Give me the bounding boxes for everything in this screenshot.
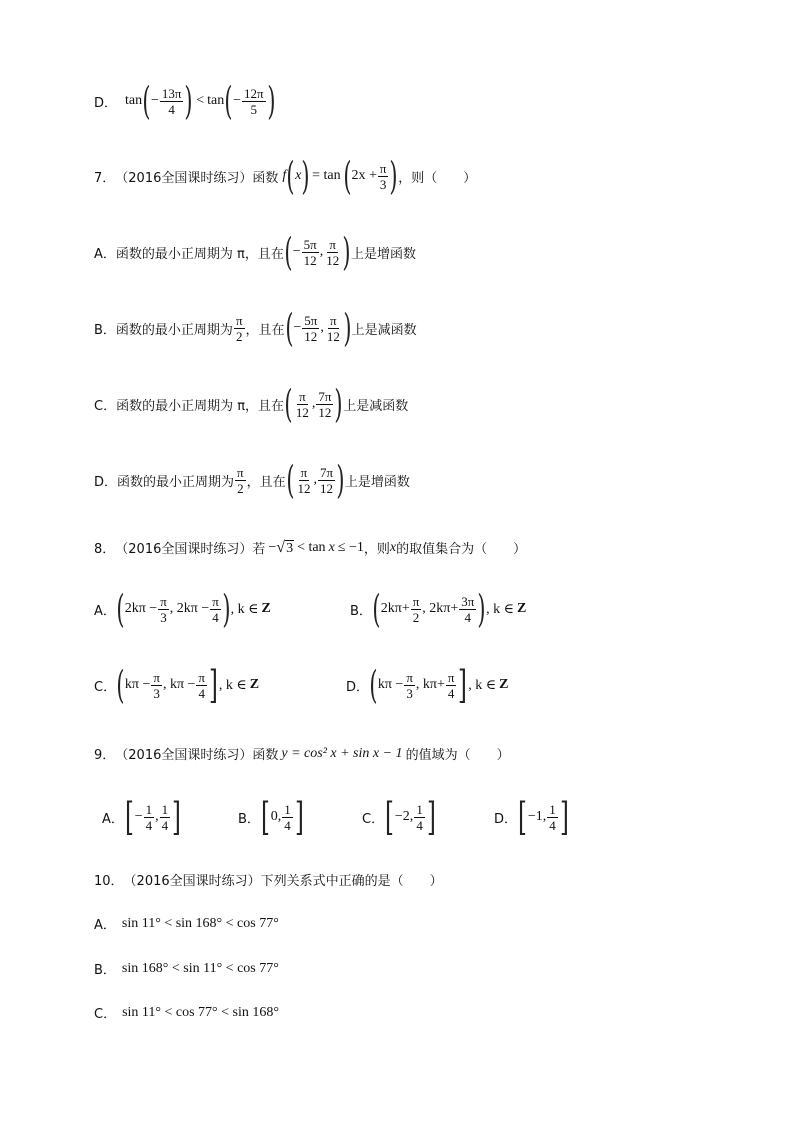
integer-set: Z — [517, 601, 527, 616]
numerator: π — [237, 464, 244, 480]
math-expr: sin 11° < sin 168° < cos 77° — [121, 915, 279, 931]
fraction — [242, 86, 266, 117]
fraction — [282, 802, 293, 833]
option-text: ，且在 — [246, 474, 286, 490]
numerator: 1 — [161, 801, 169, 817]
equals-tan: = tan — [312, 168, 341, 183]
math-expr: ≤ −1 — [337, 539, 364, 555]
fraction — [324, 237, 341, 268]
denominator: 12 — [319, 480, 333, 496]
math-expr: , k ∈ — [486, 601, 515, 617]
numerator: π — [330, 312, 337, 328]
q10-stem — [94, 870, 443, 889]
option-label: C． — [94, 679, 117, 695]
math-expr: 0, — [270, 809, 282, 824]
arg-expr: 2x + — [351, 168, 377, 183]
numerator: π — [235, 312, 243, 328]
denominator: 12 — [303, 252, 317, 268]
denominator: 3 — [406, 685, 413, 701]
fraction — [160, 802, 171, 833]
question-number: 10． — [94, 874, 124, 889]
math-func: tan — [125, 93, 143, 108]
denominator: 3 — [160, 609, 167, 625]
q6-option-d — [94, 79, 276, 123]
denominator: 4 — [447, 685, 455, 701]
question-source: （2016全国课时练习）下列关系式中正确的是（ ） — [123, 874, 443, 889]
q10-option-a — [94, 914, 279, 933]
numerator: 3π — [461, 593, 475, 609]
option-label: C． — [94, 1007, 117, 1022]
paren-right: ) — [389, 154, 398, 198]
q8-option-c — [94, 663, 260, 707]
radical-sign: √ — [276, 538, 286, 556]
denominator: 12 — [304, 328, 318, 344]
paren-left: ( — [142, 79, 151, 123]
fraction — [547, 802, 558, 833]
numerator: 13π — [161, 85, 182, 101]
radicand: 3 — [286, 540, 294, 556]
integer-set: Z — [499, 677, 509, 692]
numerator: 5π — [303, 236, 317, 252]
denominator: 2 — [412, 609, 420, 625]
fraction — [378, 161, 389, 192]
paren-right: ) — [336, 458, 345, 502]
paren-left: ( — [284, 230, 293, 274]
option-text: 函数的最小正周期为 π，且在 — [116, 398, 285, 414]
option-label: B． — [238, 811, 260, 827]
denominator: 4 — [145, 817, 153, 833]
bracket-left: [ — [385, 795, 394, 839]
question-number: 8． — [94, 542, 116, 557]
denominator: 4 — [464, 609, 472, 625]
fraction — [151, 670, 162, 701]
math-expr: , k ∈ — [230, 601, 259, 617]
denominator: 12 — [326, 328, 340, 344]
q8-option-d — [346, 663, 509, 707]
bracket-left: [ — [517, 795, 527, 839]
minus-sign: − — [150, 93, 159, 108]
bracket-left: [ — [124, 795, 134, 839]
denominator: 4 — [198, 685, 205, 701]
paren-left: ( — [342, 154, 352, 198]
question-text: ，则 — [363, 542, 390, 557]
fraction — [446, 670, 457, 701]
var-x: x — [295, 168, 302, 183]
integer-set: Z — [249, 677, 260, 692]
denominator: 2 — [235, 328, 243, 344]
bracket-right: ] — [172, 795, 182, 839]
fraction — [196, 670, 207, 701]
numerator: 1 — [284, 801, 291, 817]
paren-right: ) — [334, 382, 343, 426]
fraction — [295, 465, 312, 496]
minus-sign: − — [292, 244, 301, 259]
option-label: D． — [494, 811, 518, 827]
option-tail: 上是增函数 — [351, 246, 417, 262]
bracket-right: ] — [294, 795, 304, 839]
bracket-right: ] — [426, 795, 436, 839]
fraction — [318, 465, 335, 496]
paren-right: ) — [266, 79, 276, 123]
math-expr: 2kπ − — [124, 601, 158, 616]
math-expr: y = cos² x + sin x − 1 — [281, 745, 403, 761]
paren-left: ( — [116, 663, 125, 707]
denominator: 12 — [318, 404, 332, 420]
paren-right: ) — [184, 79, 193, 123]
paren-right: ) — [222, 587, 231, 631]
q7-option-d — [94, 458, 410, 502]
paren-right: ) — [342, 230, 351, 274]
q10-option-b — [94, 959, 279, 978]
question-source: （2016全国课时练习）函数 — [115, 748, 279, 763]
numerator: π — [299, 388, 306, 404]
denominator: 4 — [416, 817, 423, 833]
fraction — [294, 389, 311, 420]
less-than: < — [196, 93, 205, 108]
paren-left: ( — [285, 458, 295, 502]
option-text: 函数的最小正周期为 — [117, 474, 235, 490]
minus-sign: − — [293, 320, 302, 335]
option-label: B． — [94, 963, 116, 978]
comma: , — [320, 320, 324, 335]
paren-left: ( — [286, 154, 295, 198]
denominator: 12 — [326, 252, 340, 268]
option-label: B． — [94, 322, 116, 338]
math-expr: , k ∈ — [218, 677, 247, 693]
fraction — [160, 86, 184, 117]
fraction — [144, 802, 155, 833]
numerator: π — [379, 160, 387, 176]
numerator: 1 — [416, 801, 423, 817]
option-text: 函数的最小正周期为 — [115, 322, 233, 338]
math-expr: , kπ+ — [415, 677, 445, 692]
fraction — [411, 594, 422, 625]
paren-left: ( — [372, 587, 381, 631]
math-expr: kπ − — [377, 677, 404, 692]
option-tail: 上是减函数 — [351, 322, 417, 338]
var-x: x — [328, 539, 335, 555]
option-label: B． — [350, 603, 372, 619]
denominator: 4 — [284, 817, 291, 833]
bracket-right: ] — [559, 795, 569, 839]
fraction — [316, 389, 333, 420]
fraction — [302, 313, 319, 344]
fraction — [459, 594, 476, 625]
math-func: tan — [207, 93, 225, 108]
question-tail: 的取值集合为（ ） — [396, 542, 527, 557]
numerator: π — [300, 464, 308, 480]
q9-option-c — [362, 795, 437, 839]
math-expr: < tan — [297, 539, 326, 555]
q9-option-d — [494, 795, 570, 839]
option-tail: 上是增函数 — [344, 474, 410, 490]
denominator: 4 — [212, 609, 219, 625]
comma: , — [313, 472, 317, 487]
fraction — [302, 237, 319, 268]
numerator: π — [406, 669, 413, 685]
numerator: 7π — [319, 464, 334, 480]
square-root — [276, 539, 294, 557]
question-tail: ，则（ ） — [398, 170, 477, 186]
denominator: 2 — [237, 480, 244, 496]
math-expr: −1, — [527, 809, 547, 824]
denominator: 4 — [168, 101, 175, 117]
bracket-left: [ — [260, 795, 270, 839]
minus-sign: − — [134, 809, 143, 824]
minus-sign: − — [233, 93, 242, 108]
q9-option-a — [102, 795, 182, 839]
math-expr: , 2kπ+ — [422, 601, 459, 616]
paren-left: ( — [369, 663, 378, 707]
paren-right: ) — [343, 306, 352, 350]
numerator: π — [212, 593, 219, 609]
paren-right: ) — [477, 587, 486, 631]
denominator: 12 — [297, 480, 311, 496]
denominator: 3 — [153, 685, 160, 701]
option-label: A． — [94, 918, 116, 933]
minus-sign: − — [268, 539, 277, 555]
option-label: C． — [94, 398, 117, 414]
math-expr: sin 168° < sin 11° < cos 77° — [121, 960, 279, 976]
fraction — [234, 313, 245, 344]
q8-option-b — [350, 587, 527, 631]
denominator: 4 — [161, 817, 169, 833]
option-label: A． — [102, 811, 124, 827]
q7-stem — [94, 154, 477, 198]
func-name: f — [282, 168, 287, 183]
numerator: π — [153, 669, 160, 685]
denominator: 3 — [379, 176, 387, 192]
option-label: A． — [94, 603, 116, 619]
math-expr: kπ − — [124, 677, 151, 692]
comma: , — [319, 244, 324, 259]
numerator: 12π — [244, 85, 264, 101]
option-label: C． — [362, 811, 385, 827]
question-source: （2016全国课时练习）函数 — [115, 170, 279, 186]
numerator: 5π — [304, 312, 318, 328]
numerator: 7π — [318, 388, 332, 404]
question-tail: 的值域为（ ） — [405, 748, 510, 763]
paren-left: ( — [116, 587, 125, 631]
fraction — [210, 594, 221, 625]
option-label: D． — [346, 679, 370, 695]
q7-option-c — [94, 382, 409, 426]
option-label: A． — [94, 246, 116, 262]
option-label: D． — [94, 95, 118, 111]
question-source: （2016全国课时练习）若 — [115, 542, 266, 557]
option-text: ，且在 — [245, 322, 285, 338]
q7-option-a — [94, 230, 417, 274]
q8-stem — [94, 538, 526, 557]
math-expr: sin 11° < cos 77° < sin 168° — [122, 1004, 279, 1020]
denominator: 4 — [549, 817, 556, 833]
q10-option-c — [94, 1003, 279, 1022]
math-expr: 2kπ+ — [380, 601, 410, 616]
math-expr: , 2kπ − — [169, 601, 210, 616]
q7-option-b — [94, 306, 417, 350]
numerator: π — [198, 669, 205, 685]
math-expr: , k ∈ — [468, 677, 497, 693]
fraction — [325, 313, 342, 344]
bracket-right: ] — [208, 663, 218, 707]
option-tail: 上是减函数 — [343, 398, 409, 414]
math-expr: , kπ − — [162, 677, 196, 692]
fraction — [158, 594, 169, 625]
denominator: 5 — [250, 101, 258, 117]
option-label: D． — [94, 474, 118, 490]
comma: , — [155, 809, 159, 824]
paren-left: ( — [284, 306, 294, 350]
paren-left: ( — [224, 79, 233, 123]
question-number: 7． — [94, 170, 116, 186]
q9-stem — [94, 744, 510, 763]
integer-set: Z — [261, 601, 271, 616]
q9-option-b — [238, 795, 305, 839]
numerator: 1 — [145, 801, 153, 817]
numerator: π — [160, 593, 167, 609]
fraction — [404, 670, 415, 701]
q8-option-a — [94, 587, 271, 631]
paren-left: ( — [284, 382, 293, 426]
fraction — [235, 465, 246, 496]
comma: , — [311, 396, 316, 411]
numerator: π — [412, 593, 420, 609]
bracket-right: ] — [458, 663, 468, 707]
paren-right: ) — [301, 154, 310, 198]
denominator: 12 — [295, 404, 309, 420]
numerator: 1 — [549, 801, 556, 817]
numerator: π — [447, 669, 455, 685]
option-text: 函数的最小正周期为 π，且在 — [115, 246, 284, 262]
question-number: 9． — [94, 748, 116, 763]
numerator: π — [329, 236, 336, 252]
var-x: x — [389, 539, 397, 555]
fraction — [414, 802, 425, 833]
math-expr: −2, — [394, 809, 414, 824]
